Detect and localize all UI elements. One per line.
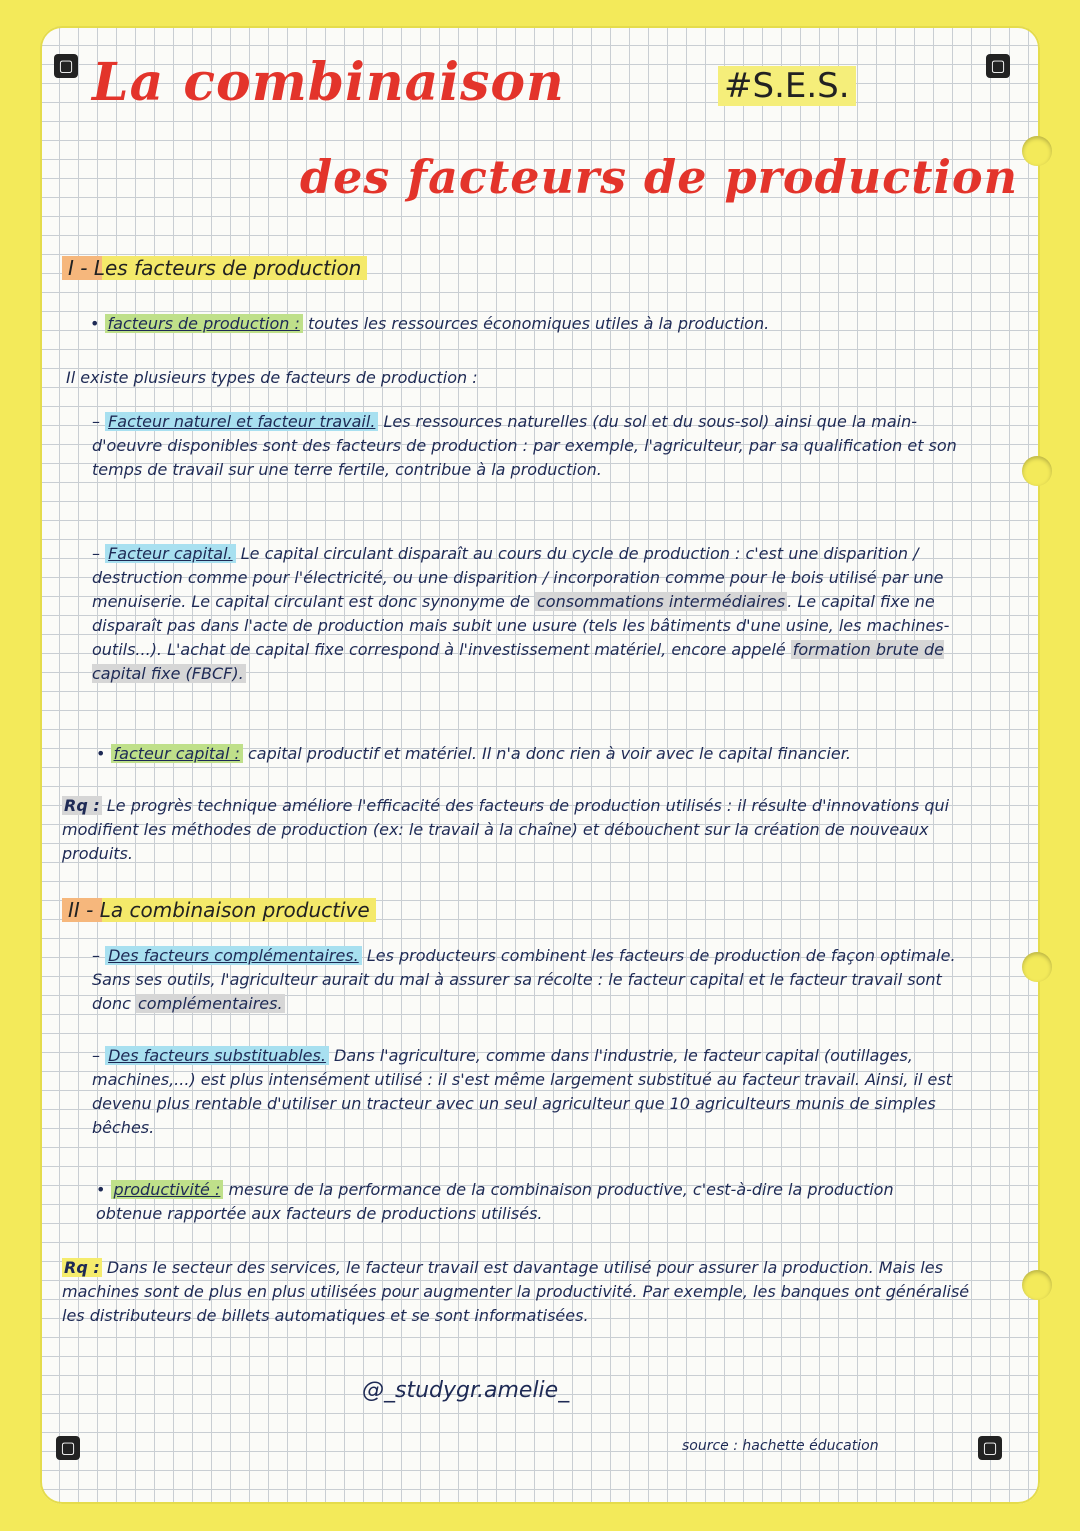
note-label: Rq : [64, 1258, 100, 1277]
intro-text: Il existe plusieurs types de facteurs de production : [66, 368, 478, 387]
section-heading-text: II - La combinaison productive [62, 898, 376, 922]
page-title-line1: La combinaison [92, 52, 565, 113]
definition-term: facteurs de production : [105, 314, 303, 333]
source-credit: source : hachette éducation [682, 1438, 879, 1454]
page-title-line2: des facteurs de production [300, 150, 1019, 204]
definition-text: capital productif et matériel. Il n'a donc rien à voir avec le capital financier. [247, 744, 851, 763]
binder-hole [1022, 136, 1052, 166]
definition-text: toutes les ressources économiques utiles à la production. [307, 314, 770, 333]
binder-hole [1022, 1270, 1052, 1300]
list-item-text: Les producteurs combinent les facteurs de production de façon optimale. Sans ses outils, l'agriculteur aurait du mal à assurer sa récolte : le facteur capital et le facteur travail sont donc [92, 946, 956, 1013]
corner-tab-icon: ▢ [978, 1436, 1002, 1460]
list-item-text: Le capital circulant disparaît au cours du cycle de production : c'est une disparition / destruction comme pour l'électricité, ou une disparition / incorporation comme pour le bois utilisé par une menuiserie. Le capital circulant est donc synonyme de [92, 544, 944, 611]
binder-hole [1022, 456, 1052, 486]
list-item: – Facteur capital. Le capital circulant disparaît au cours du cycle de production : c'est une disparition / destruction comme pour l'électricité, ou une disparition / incorporation comme pour le bois utilisé par une menuiserie. Le capital circulant est donc synonyme de consommations intermédiaires . Le capital fixe ne disparaît pas dans l'acte de production mais subit une usure (tels les bâtiments d'une usine, les machines-outils...). L'achat de capital fixe correspond à l'investissement matériel, encore appelé formation brute de capital fixe (FBCF). [92, 544, 950, 683]
list-item-term: Des facteurs substituables. [105, 1046, 329, 1065]
author-handle: @_studygr.amelie_ [362, 1378, 570, 1403]
definition-block: • facteurs de production : toutes les ressources économiques utiles à la production. [90, 314, 770, 333]
section-heading-text: I - Les facteurs de production [62, 256, 367, 280]
definition-text: mesure de la performance de la combinaison productive, c'est-à-dire la production obtenue rapportée aux facteurs de productions utilisés. [96, 1180, 894, 1223]
list-item-text: Les ressources naturelles (du sol et du sous-sol) ainsi que la main-d'oeuvre disponibles sont des facteurs de production : par exemple, l'agriculteur, par sa qualification et son temps de travail sur une terre fertile, contribue à la production. [92, 412, 957, 479]
note-text: Dans le secteur des services, le facteur travail est davantage utilisé pour assurer la production. Mais les machines sont de plus en plus utilisées pour augmenter la productivité. Par exemple, les banques ont généralisé les distributeurs de billets automatiques et se sont informatisées. [62, 1258, 970, 1325]
highlighted-term: consommations intermédiaires [537, 592, 786, 611]
list-item-text: Dans l'agriculture, comme dans l'industrie, le facteur capital (outillages, machines,...) est plus intensément utilisé : il s'est même largement substitué au facteur travail. Ainsi, il est devenu plus rentable d'utiliser un tracteur avec un seul agriculteur que 10 agriculteurs munis de simples bêches. [92, 1046, 952, 1137]
list-item-term: Facteur capital. [105, 544, 236, 563]
list-item-term: Des facteurs complémentaires. [105, 946, 362, 965]
definition-block: • facteur capital : capital productif et matériel. Il n'a donc rien à voir avec le capital financier. [96, 744, 851, 763]
corner-tab-icon: ▢ [54, 54, 78, 78]
highlighted-term: formation brute de capital fixe (FBCF). [92, 640, 944, 683]
definition-term: facteur capital : [111, 744, 243, 763]
note-label: Rq : [64, 796, 100, 815]
list-item: – Des facteurs substituables. Dans l'agriculture, comme dans l'industrie, le facteur capital (outillages, machines,...) est plus intensément utilisé : il s'est même largement substitué au facteur travail. Ainsi, il est devenu plus rentable d'utiliser un tracteur avec un seul agriculteur que 10 agriculteurs munis de simples bêches. [92, 1046, 952, 1137]
list-item-text: . Le capital fixe ne disparaît pas dans l'acte de production mais subit une usure (tels les bâtiments d'une usine, les machines-outils...). L'achat de capital fixe correspond à l'investissement matériel, encore appelé [92, 592, 950, 659]
definition-term: productivité : [111, 1180, 224, 1199]
binder-hole [1022, 952, 1052, 982]
section-heading [62, 896, 376, 924]
note-block [62, 1256, 974, 1328]
note-block [62, 794, 974, 866]
section-heading [62, 254, 367, 282]
corner-tab-icon: ▢ [56, 1436, 80, 1460]
corner-tab-icon: ▢ [986, 54, 1010, 78]
definition-block: • productivité : mesure de la performance de la combinaison productive, c'est-à-dire la production obtenue rapportée aux facteurs de productions utilisés. [96, 1180, 894, 1223]
list-item-term: Facteur naturel et facteur travail. [105, 412, 378, 431]
subject-tag: #S.E.S. [718, 66, 856, 106]
list-item: – Facteur naturel et facteur travail. Les ressources naturelles (du sol et du sous-sol) ainsi que la main-d'oeuvre disponibles sont des facteurs de production : par exemple, l'agriculteur, par sa qualification et son temps de travail sur une terre fertile, contribue à la production. [92, 412, 957, 479]
highlighted-term: complémentaires. [137, 994, 283, 1013]
note-text: Le progrès technique améliore l'efficacité des facteurs de production utilisés : il résulte d'innovations qui modifient les méthodes de production (ex: le travail à la chaîne) et débouchent sur la création de nouveaux produits. [62, 796, 950, 863]
list-item: – Des facteurs complémentaires. Les producteurs combinent les facteurs de production de façon optimale. Sans ses outils, l'agriculteur aurait du mal à assurer sa récolte : le facteur capital et le facteur travail sont donc complémentaires. [92, 946, 956, 1013]
